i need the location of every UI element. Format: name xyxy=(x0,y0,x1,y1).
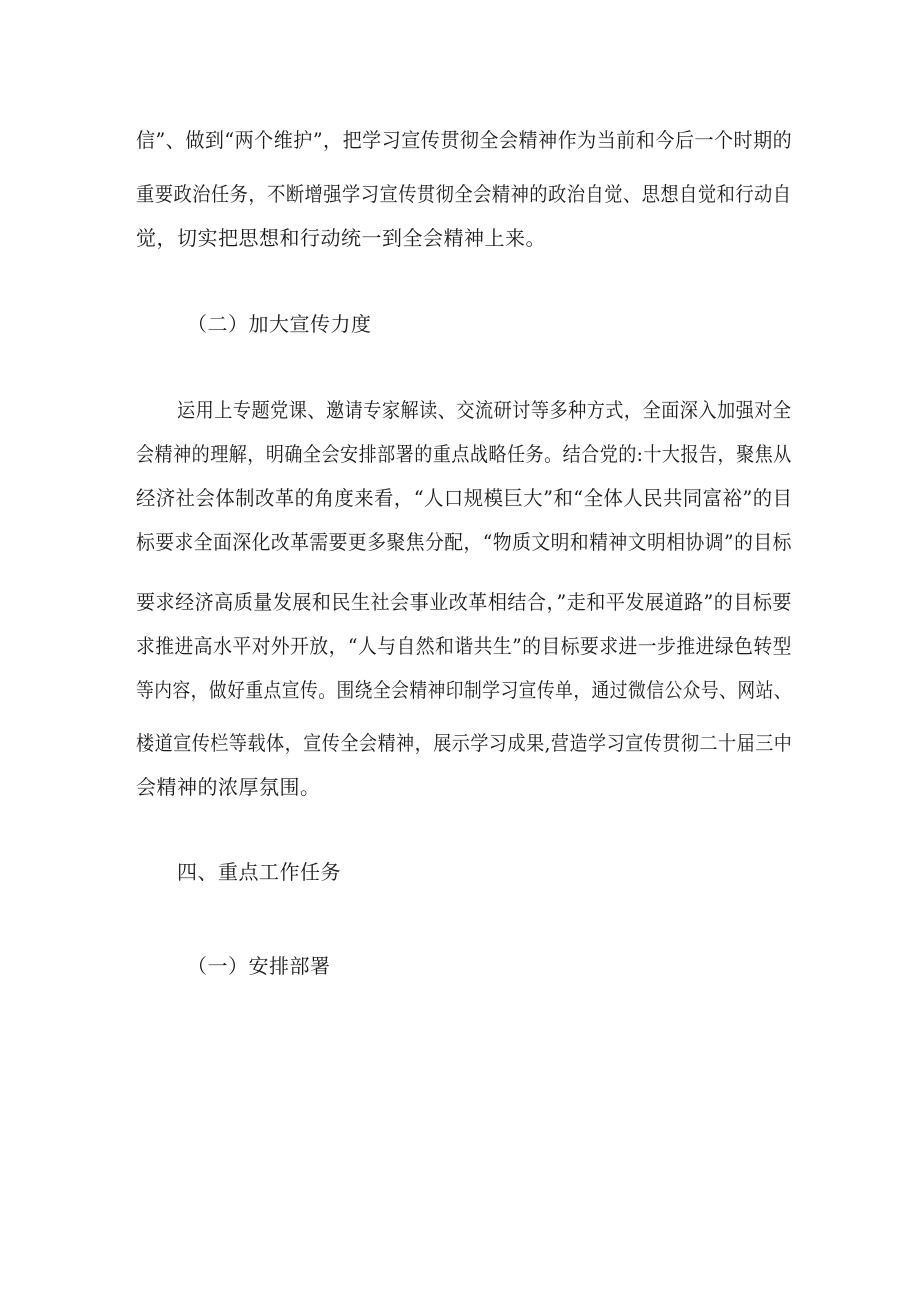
paragraph-2-line-9: 会精神的浓厚氛围。 xyxy=(136,775,321,799)
heading-2-publicity: （二）加大宣传力度 xyxy=(187,312,372,336)
heading-1-arrangement: （一）安排部署 xyxy=(187,954,331,978)
paragraph-2-line-1: 运用上专题党课、邀请专家解读、交流研讨等多种方式，全面深入加强对全 xyxy=(177,398,792,422)
paragraph-1-line-2: 重要政治任务，不断增强学习宣传贯彻全会精神的政治自觉、思想自觉和行动自 xyxy=(136,182,792,206)
paragraph-1-line-3: 觉，切实把思想和行动统一到全会精神上来。 xyxy=(136,226,546,250)
paragraph-2-line-5: 要求经济高质量发展和民生社会事业改革相结合，”走和平发展道路”的目标要 xyxy=(136,590,792,614)
section-4-heading: 四、重点工作任务 xyxy=(177,860,341,884)
paragraph-2-line-6: 求推进高水平对外开放，“人与自然和谐共生”的目标要求进一步推进绿色转型 xyxy=(136,634,792,658)
paragraph-2-line-2: 会精神的理解，明确全会安排部署的重点战略任务。结合党的:十大报告，聚焦从 xyxy=(136,442,792,466)
paragraph-1-line-1: 信”、做到“两个维护”，把学习宣传贯彻全会精神作为当前和今后一个时期的 xyxy=(136,128,793,152)
paragraph-2-line-3: 经济社会体制改革的角度来看，“人口规模巨大”和“全体人民共同富裕”的目 xyxy=(136,486,793,510)
paragraph-2-line-8: 楼道宣传栏等载体，宣传全会精神，展示学习成果,营造学习宣传贯彻二十届三中 xyxy=(136,731,793,755)
paragraph-2-line-7: 等内容，做好重点宣传。围绕全会精神印制学习宣传单，通过微信公众号、网站、 xyxy=(136,678,793,702)
paragraph-2-line-4: 标要求全面深化改革需要更多聚焦分配，“物质文明和精神文明相协调”的目标 xyxy=(136,530,792,554)
